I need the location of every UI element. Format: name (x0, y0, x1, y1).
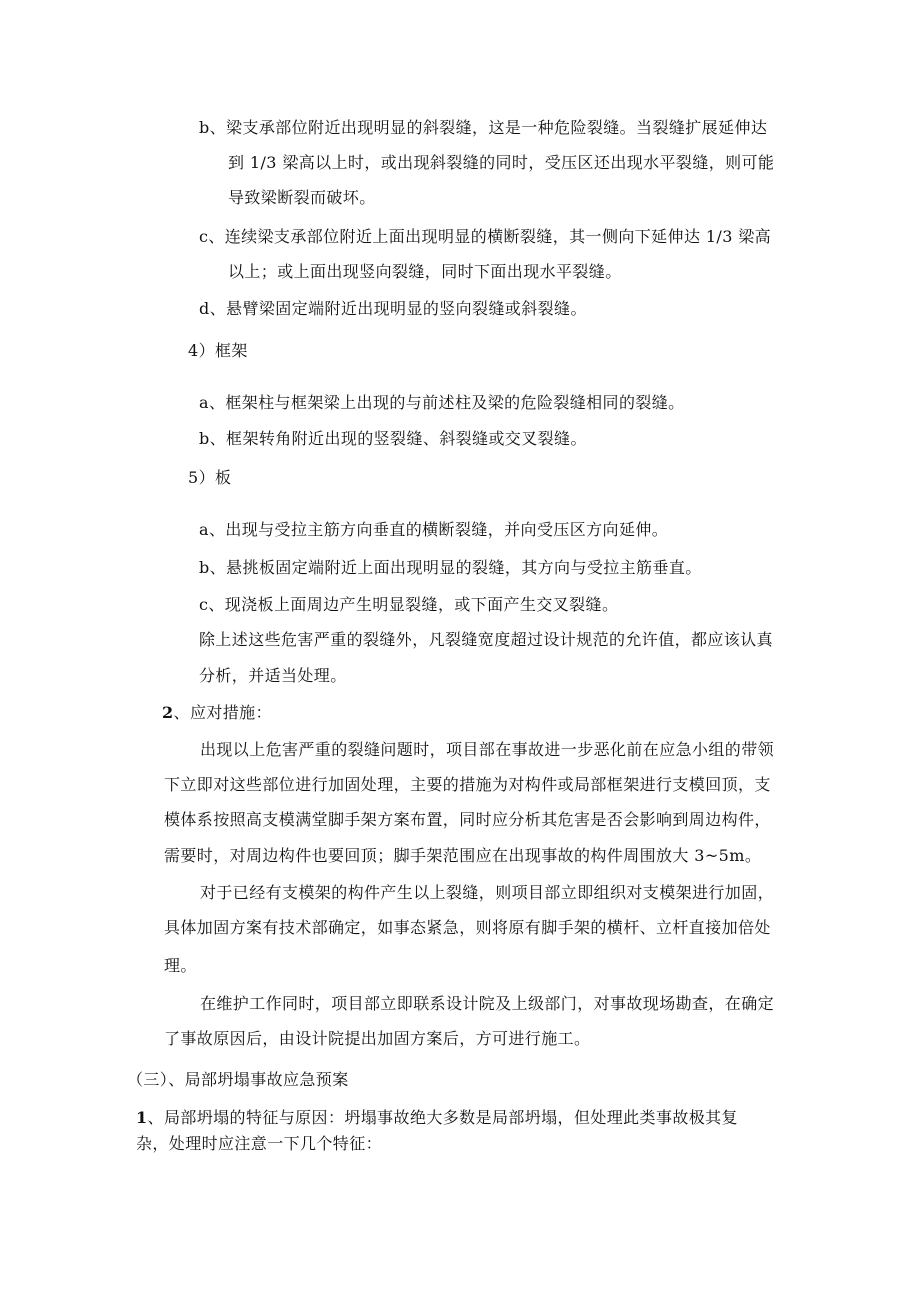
beam-item-c-line-1: c、连续梁支承部位附近上面出现明显的横断裂缝，其一侧向下延伸达 1/3 梁高 (199, 227, 772, 246)
measures-title: 、应对措施： (173, 703, 272, 722)
collapse-text: 、局部坍塌的特征与原因：坍塌事故绝大多数是局部坍塌，但处理此类事故极其复 (147, 1108, 738, 1127)
other-cracks-line-2: 分析，并适当处理。 (199, 666, 347, 685)
frame-item-a: a、框架柱与框架梁上出现的与前述柱及梁的危险裂缝相同的裂缝。 (199, 393, 685, 412)
measures-p1-line-2: 下立即对这些部位进行加固处理，主要的措施为对构件或局部框架进行支模回顶，支 (164, 775, 771, 794)
measures-p1-line-1: 出现以上危害严重的裂缝问题时，项目部在事故进一步恶化前在应急小组的带领 (200, 740, 775, 759)
frame-heading: 4）框架 (188, 341, 248, 360)
other-cracks-line-1: 除上述这些危害严重的裂缝外，凡裂缝宽度超过设计规范的允许值，都应该认真 (199, 630, 774, 649)
beam-item-b-line-3: 导致梁断裂而破坏。 (228, 188, 376, 207)
measures-p3-line-2: 了事故原因后，由设计院提出加固方案后，方可进行施工。 (164, 1029, 591, 1048)
measures-number: 2 (162, 703, 174, 722)
slab-item-a: a、出现与受拉主筋方向垂直的横断裂缝，并向受压区方向延伸。 (199, 520, 669, 539)
slab-item-b: b、悬挑板固定端附近上面出现明显的裂缝，其方向与受拉主筋垂直。 (199, 558, 702, 577)
measures-heading (162, 702, 272, 724)
slab-item-c: c、现浇板上面周边产生明显裂缝，或下面产生交叉裂缝。 (199, 595, 619, 614)
measures-p3-line-1: 在维护工作同时，项目部立即联系设计院及上级部门，对事故现场勘查，在确定 (200, 994, 775, 1013)
slab-heading: 5）板 (188, 468, 232, 487)
frame-item-b: b、框架转角附近出现的竖裂缝、斜裂缝或交叉裂缝。 (199, 429, 587, 448)
collapse-number: 1 (136, 1108, 148, 1127)
measures-p1-line-3: 模体系按照高支模满堂脚手架方案布置，同时应分析其危害是否会影响到周边构件， (164, 810, 771, 829)
beam-item-b-line-2: 到 1/3 梁高以上时，或出现斜裂缝的同时，受压区还出现水平裂缝，则可能 (228, 153, 775, 172)
beam-item-d: d、悬臂梁固定端附近出现明显的竖向裂缝或斜裂缝。 (199, 299, 587, 318)
beam-item-b-line-1: b、梁支承部位附近出现明显的斜裂缝，这是一种危险裂缝。当裂缝扩展延伸达 (199, 118, 768, 137)
collapse-line-1 (136, 1107, 738, 1129)
measures-p1-line-4: 需要时，对周边构件也要回顶；脚手架范围应在出现事故的构件周围放大 3~5m。 (164, 846, 762, 865)
measures-p2-line-2: 具体加固方案有技术部确定，如事态紧急，则将原有脚手架的横杆、立杆直接加倍处 (164, 918, 771, 937)
section-three-heading: （三）、局部坍塌事故应急预案 (127, 1070, 349, 1089)
collapse-line-2: 杂，处理时应注意一下几个特征： (136, 1134, 383, 1153)
beam-item-c-line-2: 以上；或上面出现竖向裂缝，同时下面出现水平裂缝。 (228, 262, 622, 281)
measures-p2-line-1: 对于已经有支模架的构件产生以上裂缝，则项目部立即组织对支模架进行加固， (200, 883, 775, 902)
measures-p2-line-3: 理。 (164, 956, 197, 975)
